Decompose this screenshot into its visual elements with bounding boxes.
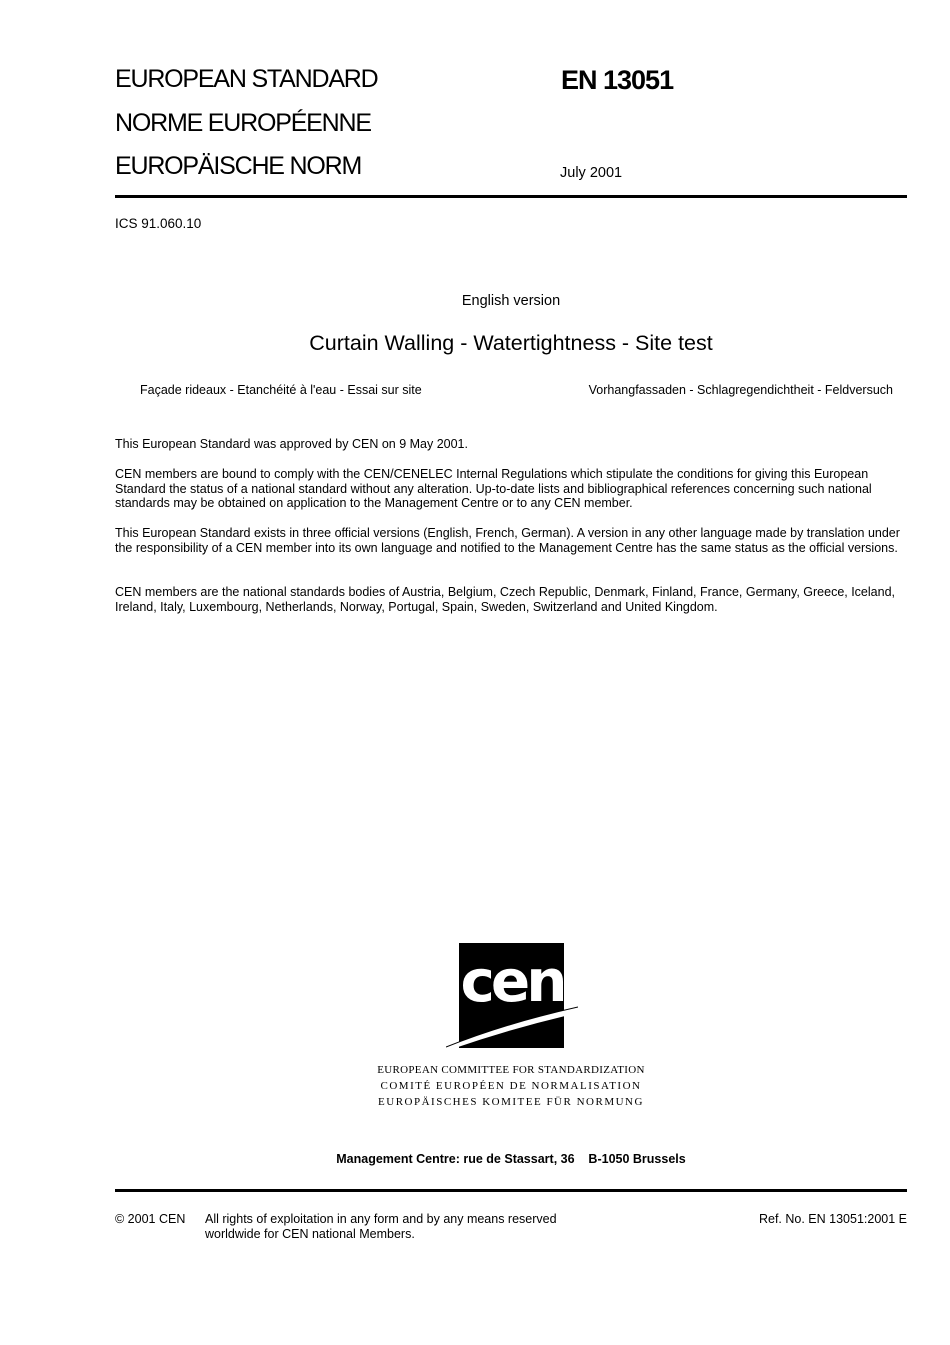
members-paragraph: CEN members are the national standards bodies of Austria, Belgium, Czech Republic, Denmark, Finland, France, Germany, Greece, Iceland, Ireland, Italy, Luxembourg, Netherlands, Norway, Portugal, Spain, Sweden, Switzerland and United Kingdom.: [115, 585, 895, 614]
management-centre: Management Centre: rue de Stassart, 36 B-1050 Brussels: [336, 1152, 686, 1166]
cen-logo-text: cen: [460, 947, 564, 1015]
cen-logo: [446, 943, 578, 1049]
footer-rule: [115, 1189, 907, 1192]
reference-number: Ref. No. EN 13051:2001 E: [758, 1212, 907, 1226]
rights-line-2: worldwide for CEN national Members.: [205, 1227, 415, 1241]
rights-line-1: All rights of exploitation in any form and by any means reserved: [205, 1212, 557, 1226]
cen-names: [311, 1062, 711, 1110]
title-french: Façade rideaux - Etanchéité à l'eau - Essai sur site: [140, 383, 422, 397]
header-rule: [115, 195, 907, 198]
std-title-fr: NORME EUROPÉENNE: [115, 109, 371, 137]
cen-name-en: EUROPEAN COMMITTEE FOR STANDARDIZATION: [377, 1064, 645, 1076]
approval-paragraph: This European Standard was approved by CEN on 9 May 2001.: [115, 437, 468, 451]
cen-name-fr: COMITÉ EUROPÉEN DE NORMALISATION: [380, 1080, 642, 1092]
copyright: © 2001 CEN: [115, 1212, 186, 1226]
version-label: English version: [461, 293, 561, 309]
std-title-en: EUROPEAN STANDARD: [115, 65, 378, 93]
main-title: Curtain Walling - Watertightness - Site test: [309, 331, 713, 355]
cen-name-de: EUROPÄISCHES KOMITEE FÜR NORMUNG: [378, 1096, 644, 1108]
versions-paragraph: This European Standard exists in three official versions (English, French, German). A version in any other language made by translation under the responsibility of a CEN member into its own language and notified to the Management Centre has the same status as the official versions.: [115, 526, 900, 555]
standard-number: EN 13051: [561, 65, 674, 95]
publication-date: July 2001: [560, 165, 623, 181]
ics-code: ICS 91.060.10: [115, 216, 202, 231]
std-title-de: EUROPÄISCHE NORM: [115, 152, 362, 180]
title-german: Vorhangfassaden - Schlagregendichtheit - Feldversuch: [588, 383, 893, 397]
regulations-paragraph: CEN members are bound to comply with the CEN/CENELEC Internal Regulations which stipulate the conditions for giving this European Standard the status of a national standard without any alteration. Up-to-date lists and bibliographical references concerning such national standards may be obtained on application to the Management Centre or to any CEN member.: [115, 467, 872, 510]
